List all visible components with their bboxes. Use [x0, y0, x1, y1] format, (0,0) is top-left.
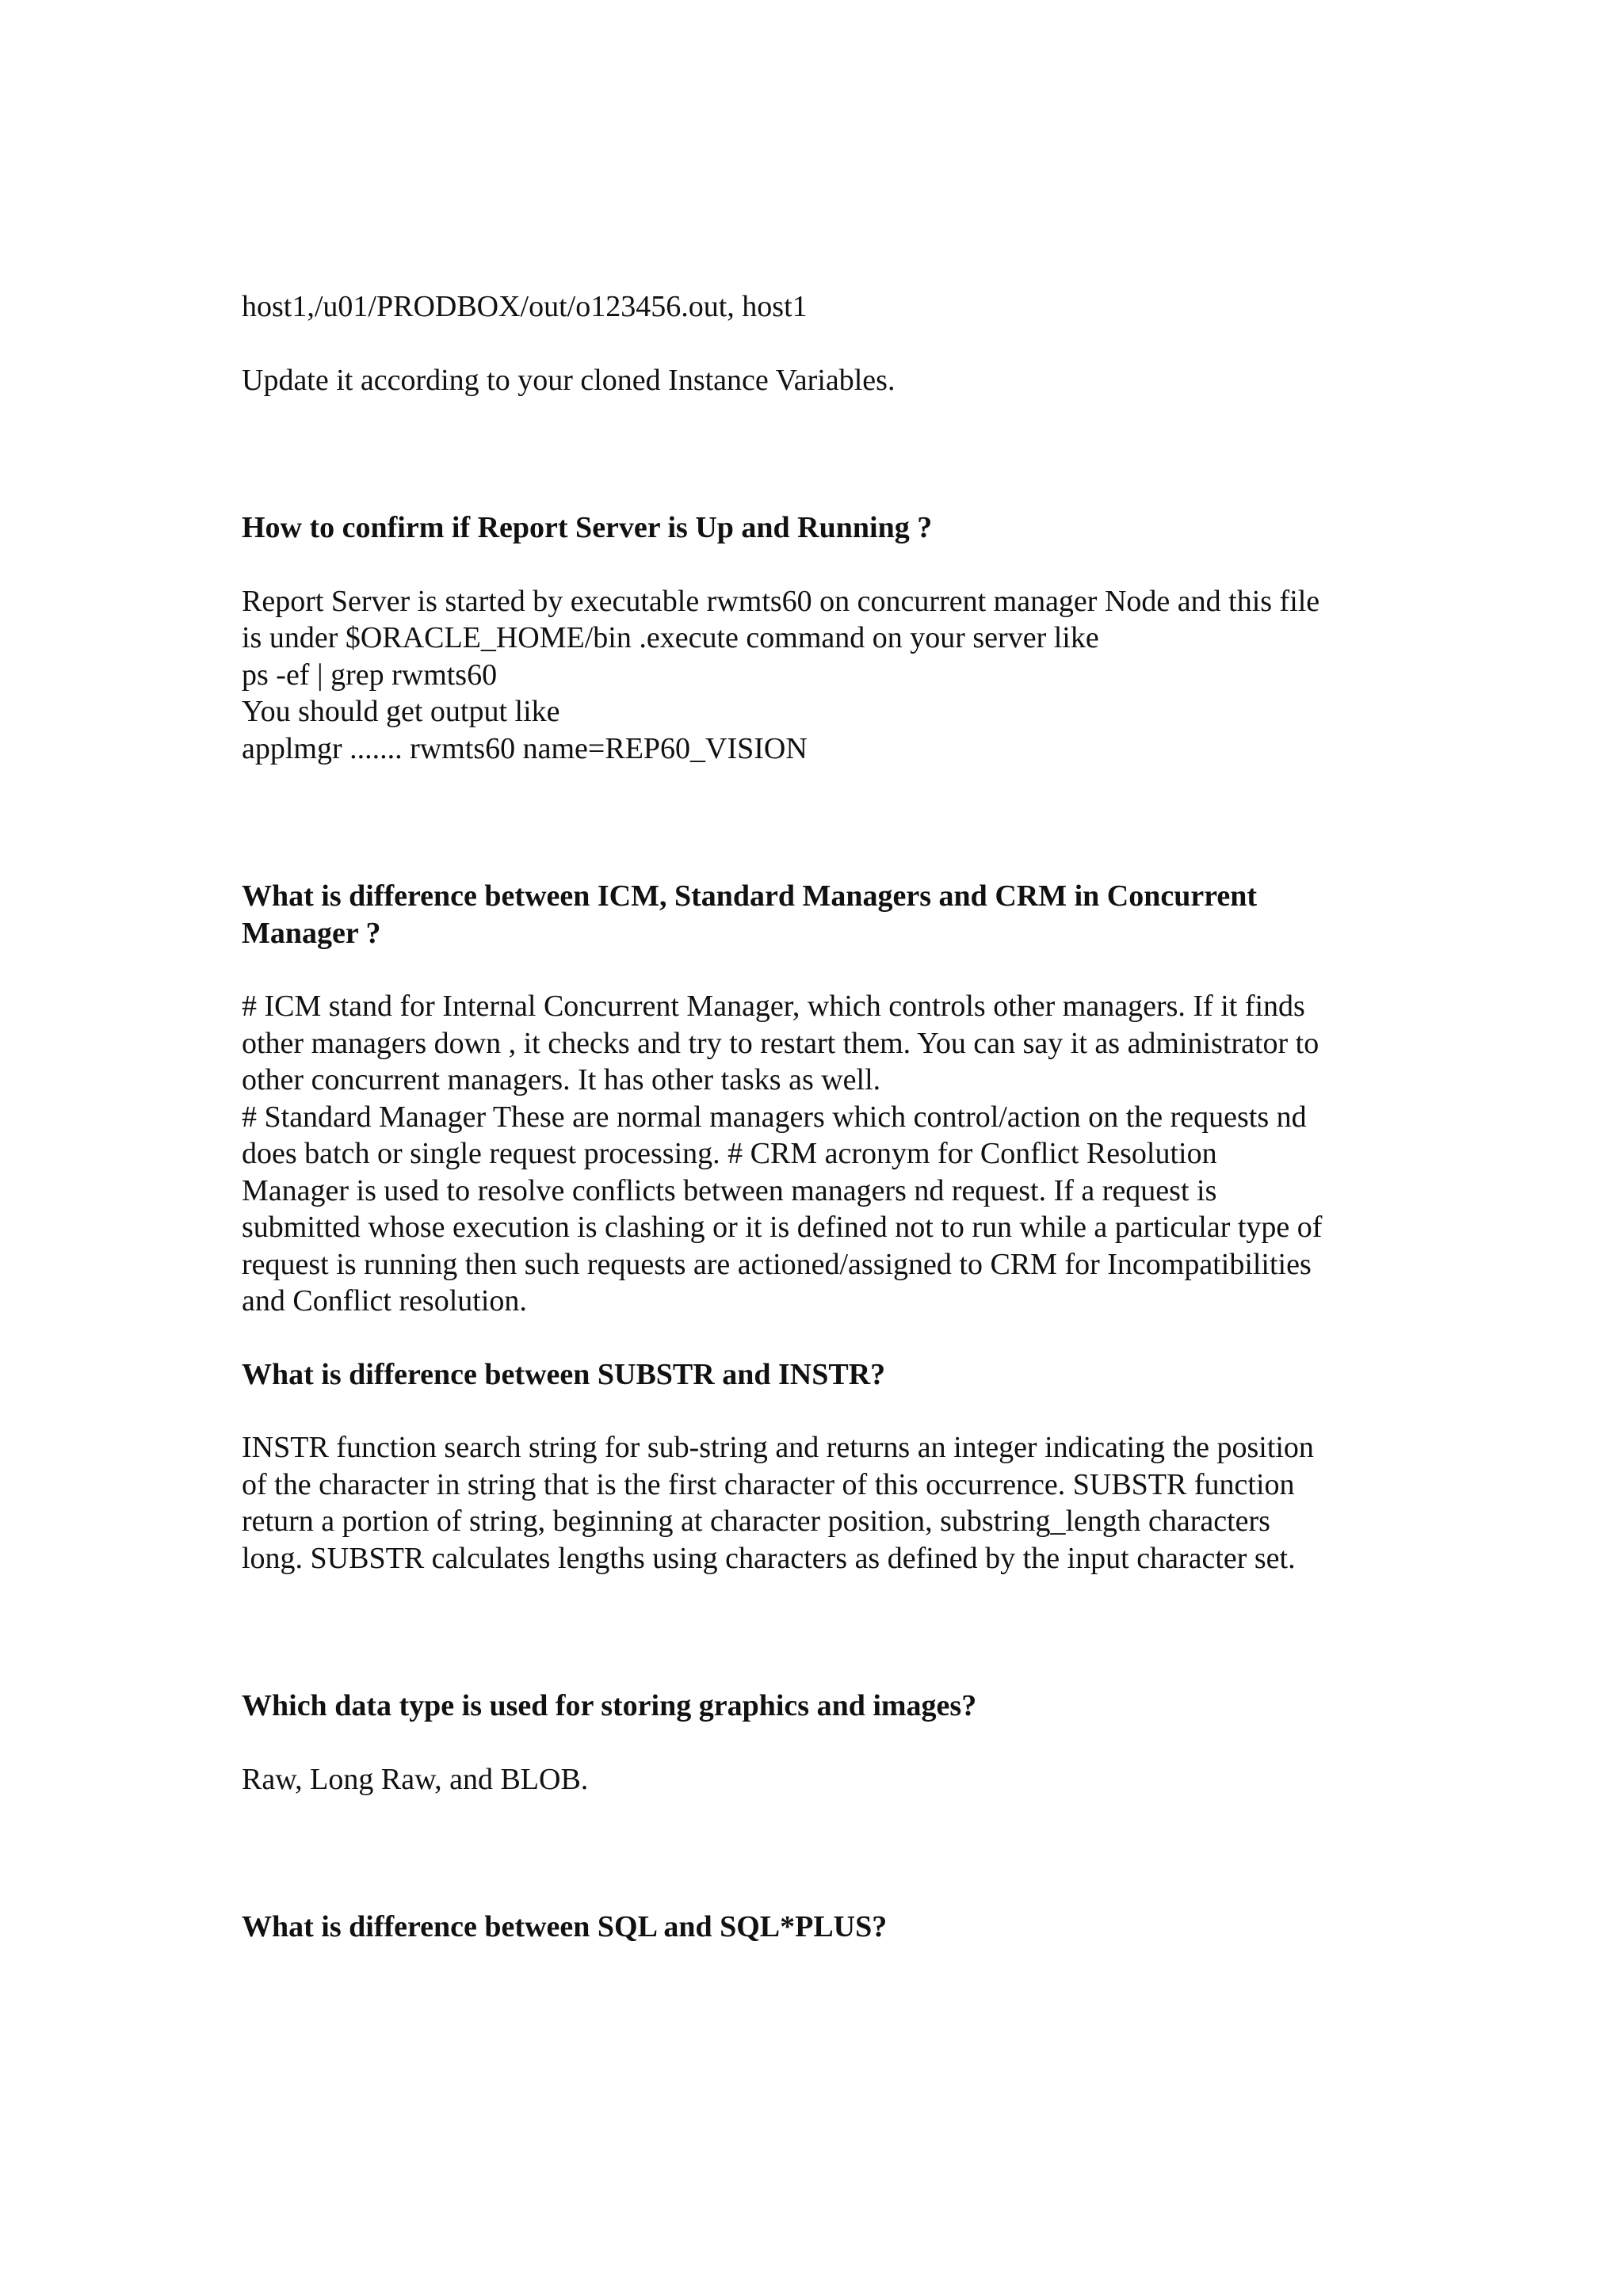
answer-icm-crm: [242, 988, 1415, 1320]
answer-line: does batch or single request processing. # CRM acronym for Conflict Resolution: [242, 1137, 1217, 1170]
document-body: [242, 288, 1415, 1946]
question-heading-sql-sqlplus: What is difference between SQL and SQL*PLUS?: [242, 1910, 888, 1943]
answer-line: is under $ORACLE_HOME/bin .execute command on your server like: [242, 621, 1099, 654]
answer-line: long. SUBSTR calculates lengths using characters as defined by the input character set.: [242, 1541, 1296, 1575]
intro-path-line: host1,/u01/PRODBOX/out/o123456.out, host1: [242, 290, 808, 323]
answer-line: ps -ef | grep rwmts60: [242, 658, 498, 692]
answer-line: You should get output like: [242, 695, 560, 728]
intro-instruction: Update it according to your cloned Instance Variables.: [242, 363, 896, 397]
answer-line: other concurrent managers. It has other tasks as well.: [242, 1063, 881, 1097]
answer-report-server: [242, 583, 1415, 768]
answer-line: of the character in string that is the first character of this occurrence. SUBSTR function: [242, 1467, 1295, 1501]
question-heading-report-server: How to confirm if Report Server is Up and Running ?: [242, 511, 933, 544]
answer-line: return a portion of string, beginning at character position, substring_length characters: [242, 1505, 1270, 1538]
question-heading-substr-instr: What is difference between SUBSTR and INSTR?: [242, 1357, 886, 1391]
answer-line: INSTR function search string for sub-string and returns an integer indicating the position: [242, 1431, 1314, 1464]
answer-line: # Standard Manager These are normal managers which control/action on the requests nd: [242, 1100, 1307, 1134]
answer-line: and Conflict resolution.: [242, 1284, 527, 1318]
question-heading-data-type: Which data type is used for storing graphics and images?: [242, 1689, 977, 1722]
heading-line: What is difference between ICM, Standard Managers and CRM in Concurrent: [242, 879, 1258, 913]
question-heading-icm-crm: [242, 878, 1415, 952]
answer-line: other managers down , it checks and try to restart them. You can say it as administrator to: [242, 1026, 1319, 1060]
answer-line: submitted whose execution is clashing or it is defined not to run while a particular type of: [242, 1211, 1323, 1244]
answer-line: Report Server is started by executable rwmts60 on concurrent manager Node and this file: [242, 584, 1320, 618]
answer-data-type: Raw, Long Raw, and BLOB.: [242, 1762, 589, 1796]
answer-line: # ICM stand for Internal Concurrent Manager, which controls other managers. If it finds: [242, 990, 1305, 1023]
heading-line: Manager ?: [242, 916, 381, 950]
answer-substr-instr: [242, 1429, 1415, 1577]
answer-line: Manager is used to resolve conflicts between managers nd request. If a request is: [242, 1173, 1217, 1207]
answer-line: request is running then such requests are actioned/assigned to CRM for Incompatibilities: [242, 1247, 1312, 1281]
answer-line: applmgr ....... rwmts60 name=REP60_VISION: [242, 731, 808, 765]
